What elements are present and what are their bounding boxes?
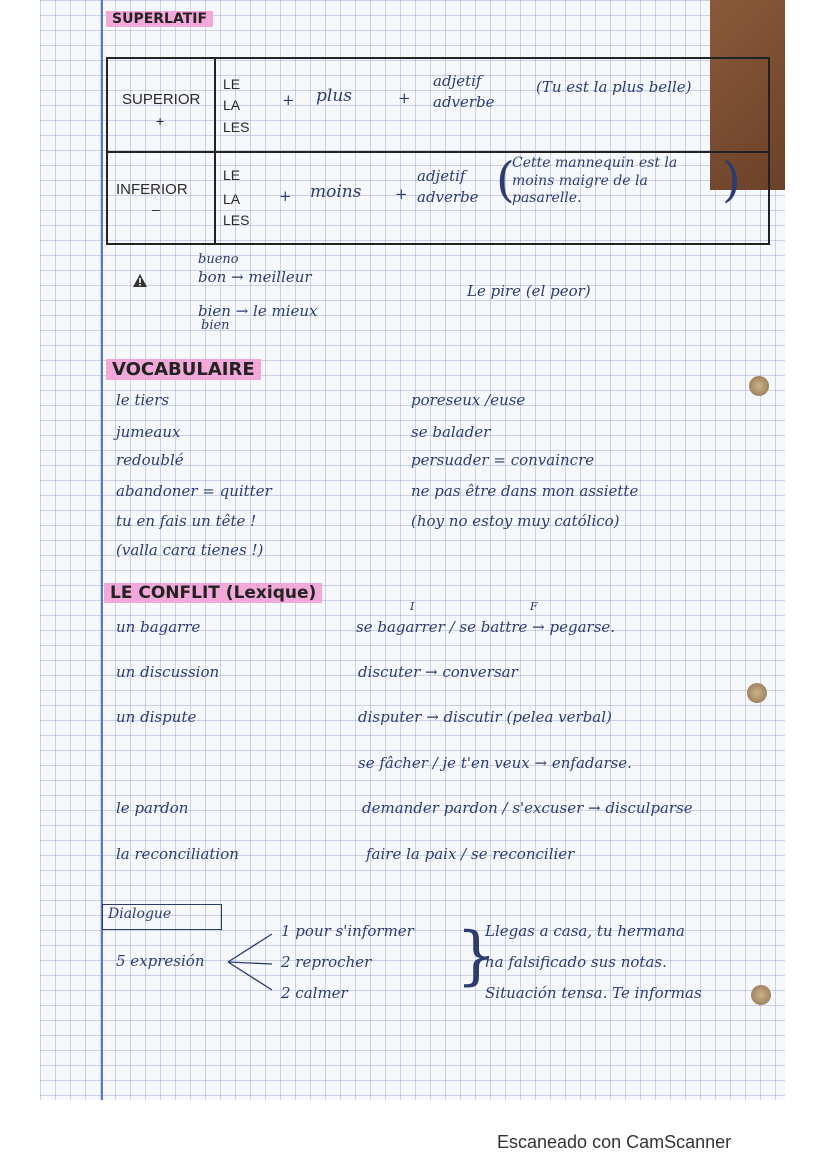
- plus-sign: +: [395, 185, 408, 203]
- conflit-noun: un dispute: [116, 708, 197, 726]
- vocab-item: se balader: [411, 423, 491, 441]
- conflit-heading: LE CONFLIT (Lexique): [104, 583, 322, 603]
- type-label: adverbe: [433, 93, 495, 111]
- comparative-word: moins: [310, 182, 362, 202]
- dialogue-item: 2 reprocher: [281, 953, 372, 971]
- conflit-def: discuter → conversar: [358, 663, 518, 681]
- conflit-def: demander pardon / s'excuser → disculparse: [362, 799, 693, 817]
- dialogue-item: 2 calmer: [281, 984, 348, 1002]
- inferior-sign: –: [152, 201, 160, 217]
- irregular-form: bien → le mieux: [198, 302, 318, 320]
- article: LA: [223, 191, 241, 207]
- article: LE: [223, 167, 241, 183]
- vocab-item: redoublé: [116, 451, 184, 469]
- example-text: Cette mannequin est la: [512, 155, 678, 171]
- table-divider: [214, 59, 216, 243]
- conflit-noun: un discussion: [116, 663, 220, 681]
- dialogue-note: ha falsificado sus notas.: [485, 953, 667, 971]
- irregular-note: bien: [201, 318, 230, 333]
- article: LES: [223, 119, 250, 135]
- type-label: adverbe: [417, 188, 479, 206]
- close-paren: ): [722, 152, 741, 208]
- dialogue-note: Llegas a casa, tu hermana: [485, 922, 685, 940]
- curly-brace: }: [456, 919, 497, 993]
- superlatif-heading: SUPERLATIF: [106, 9, 213, 27]
- branch-lines: [226, 926, 276, 1000]
- type-label: adjetif: [417, 167, 466, 185]
- article: LES: [223, 212, 250, 228]
- article: LE: [223, 76, 241, 92]
- vocab-item: abandoner = quitter: [116, 482, 272, 500]
- conflit-noun: un bagarre: [116, 618, 201, 636]
- conflit-noun: le pardon: [116, 799, 189, 817]
- punch-hole: [749, 376, 769, 396]
- vocab-item: (valla cara tienes !): [116, 541, 264, 559]
- superior-label: SUPERIOR: [122, 91, 201, 108]
- vocab-item: ne pas être dans mon assiette: [411, 482, 639, 500]
- superior-sign: +: [156, 113, 165, 129]
- table-divider: [108, 151, 768, 153]
- example-text: moins maigre de la: [512, 173, 648, 189]
- vocab-item: le tiers: [116, 391, 170, 409]
- comparative-word: plus: [316, 86, 352, 106]
- vocab-item: jumeaux: [116, 423, 181, 441]
- conflit-def: se bagarrer / se battre → pegarse.: [356, 618, 616, 636]
- dialogue-heading: Dialogue: [108, 906, 172, 922]
- plus-sign: +: [279, 187, 292, 205]
- vocab-item: tu en fais un tête !: [116, 512, 257, 530]
- type-label: adjetif: [433, 72, 482, 90]
- margin-line: [101, 0, 103, 1100]
- punch-hole: [747, 683, 767, 703]
- example-text: pasarelle.: [512, 190, 582, 206]
- plus-sign: +: [398, 89, 411, 107]
- mark-i: I: [410, 600, 415, 613]
- scanner-watermark: Escaneado con CamScanner: [497, 1132, 732, 1152]
- mark-f: F: [530, 600, 538, 613]
- article: LA: [223, 97, 241, 113]
- conflit-noun: la reconciliation: [116, 845, 239, 863]
- vocabulaire-heading: VOCABULAIRE: [106, 359, 261, 380]
- vocab-item: persuader = convaincre: [411, 451, 595, 469]
- conflit-def: faire la paix / se reconcilier: [366, 845, 575, 863]
- dialogue-item: 1 pour s'informer: [281, 922, 414, 940]
- dialogue-note: Situación tensa. Te informas: [485, 984, 702, 1002]
- irregular-form: Le pire (el peor): [467, 282, 591, 300]
- irregular-note: bueno: [198, 252, 239, 267]
- plus-sign: +: [282, 91, 295, 109]
- dialogue-expression: 5 expresión: [116, 952, 205, 970]
- vocab-item: (hoy no estoy muy católico): [411, 512, 620, 530]
- conflit-def: se fâcher / je t'en veux → enfadarse.: [358, 754, 632, 772]
- open-paren: (: [496, 152, 515, 208]
- irregular-form: bon → meilleur: [198, 268, 312, 286]
- vocab-item: poreseux /euse: [411, 391, 526, 409]
- conflit-def: disputer → discutir (pelea verbal): [358, 708, 612, 726]
- inferior-label: INFERIOR: [116, 181, 188, 198]
- punch-hole: [751, 985, 771, 1005]
- example-text: (Tu est la plus belle): [536, 78, 692, 96]
- warning-triangle-icon: [132, 273, 148, 292]
